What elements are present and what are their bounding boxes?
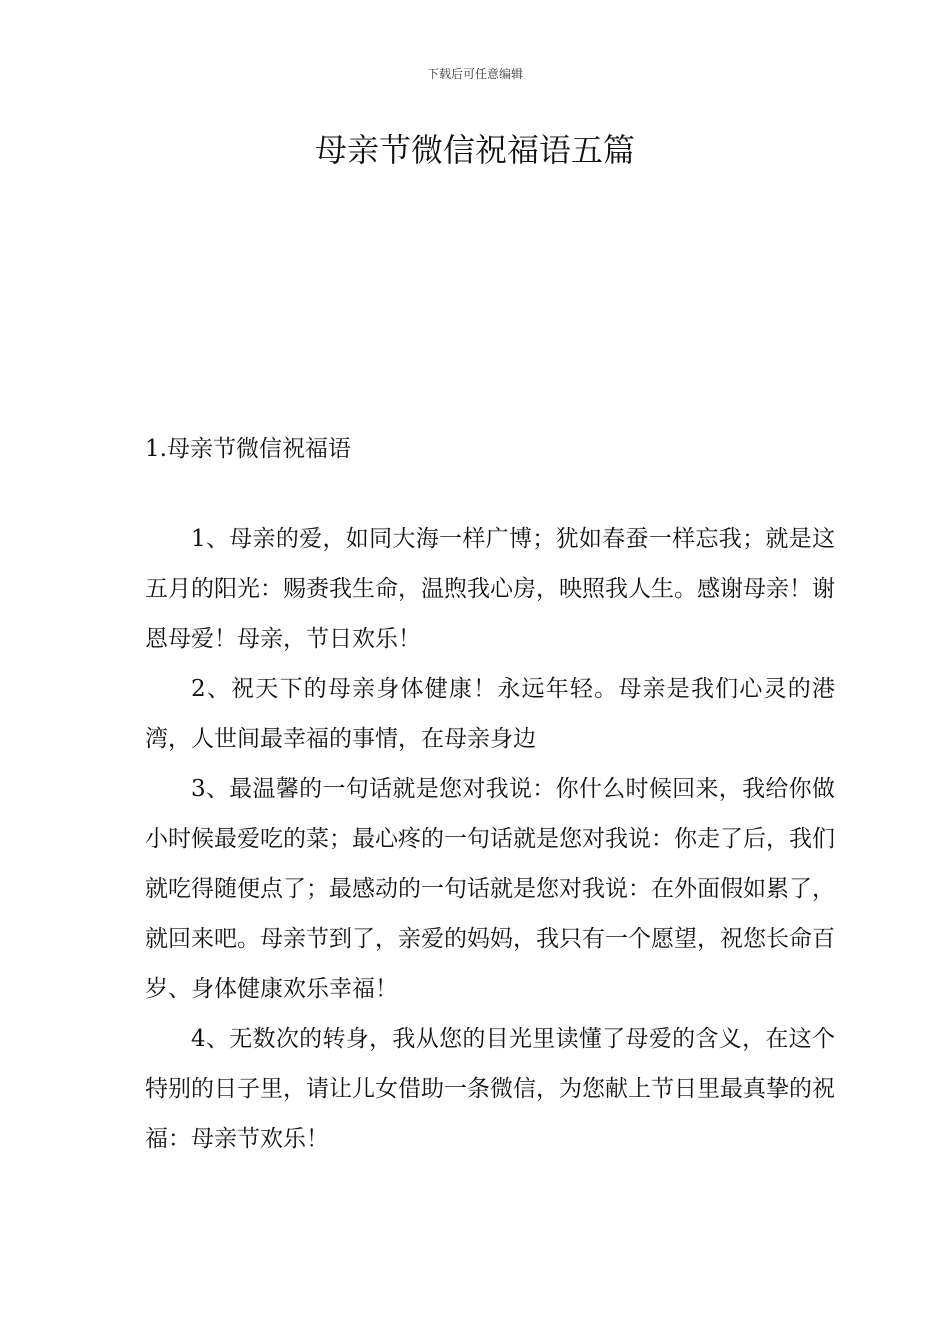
paragraph-3: 3、最温馨的一句话就是您对我说：你什么时候回来，我给你做小时候最爱吃的菜；最心疼的一句话就是您对我说：你走了后，我们就吃得随便点了；最感动的一句话就是您对我说：在外面假如累了，就回来吧。母亲节到了，亲爱的妈妈，我只有一个愿望，祝您长命百岁、身体健康欢乐幸福！ <box>145 776 835 1002</box>
header-note: 下载后可任意编辑 <box>426 67 523 81</box>
paragraph-2: 2、祝天下的母亲身体健康！永远年轻。母亲是我们心灵的港湾，人世间最幸福的事情，在母亲身边 <box>145 676 835 752</box>
document-body <box>145 424 835 1164</box>
paragraph-4: 4、无数次的转身，我从您的目光里读懂了母爱的含义，在这个特别的日子里，请让儿女借助一条微信，为您献上节日里最真挚的祝福：母亲节欢乐！ <box>145 1026 835 1152</box>
section-heading: 1.母亲节微信祝福语 <box>145 436 351 462</box>
paragraph-1: 1、母亲的爱，如同大海一样广博；犹如春蚕一样忘我；就是这五月的阳光：赐赉我生命，温煦我心房，映照我人生。感谢母亲！谢恩母爱！母亲，节日欢乐！ <box>145 526 835 652</box>
document-title: 母亲节微信祝福语五篇 <box>314 131 635 169</box>
